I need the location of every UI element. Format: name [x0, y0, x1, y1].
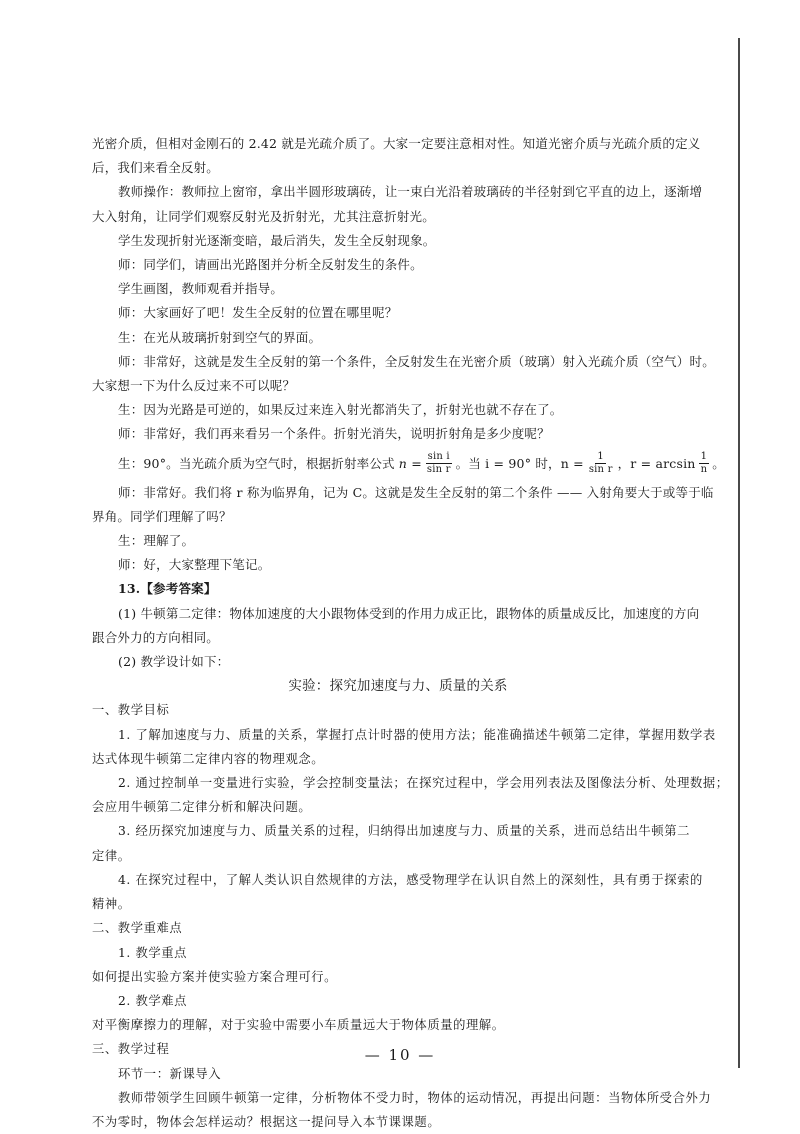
section-heading: 二、教学重难点 [92, 921, 183, 936]
text-line: 不为零时，物体会怎样运动？根据这一提问导入本节课课题。 [92, 1114, 441, 1129]
text-line: 学生画图，教师观看并指导。 [118, 281, 284, 297]
binding-edge-line [738, 38, 740, 1068]
formula-mid: 。当 i = 90° 时，n = [455, 455, 584, 471]
text-line: 3. 经历探究加速度与力、质量关系的过程，归纳得出加速度与力、质量的关系，进而总结出牛顿第二 [118, 824, 691, 839]
formula-prefix: 生：90°。当光疏介质为空气时，根据折射率公式 [118, 455, 395, 471]
formula-end: 。 [712, 455, 725, 471]
text-line: 师：大家画好了吧！发生全反射的位置在哪里呢？ [118, 305, 398, 321]
text-line: 教师操作：教师拉上窗帘，拿出半圆形玻璃砖，让一束白光沿着玻璃砖的半径射到它平直的边上，逐渐增 [118, 184, 703, 200]
lesson-plan [92, 698, 729, 1134]
text-line: 定律。 [92, 848, 131, 863]
section-heading: 三、教学过程 [92, 1042, 170, 1057]
fraction-numerator: 1 [700, 451, 708, 463]
text-line: 生：理解了。 [118, 533, 195, 549]
page-number: — 10 — [364, 1046, 436, 1064]
critical-fraction [587, 451, 615, 476]
text-line: 大入射角，让同学们观察反射光及折射光，尤其注意折射光。 [92, 208, 435, 224]
text-line: 对平衡摩擦力的理解，对于实验中需要小车质量远大于物体质量的理解。 [92, 1018, 505, 1033]
fraction-denominator: n [700, 464, 708, 476]
text-line: 2. 通过控制单一变量进行实验，学会控制变量法；在探究过程中，学会用列表法及图像法分析、处理数据； [118, 776, 729, 791]
text-line: 师：非常好，这就是发生全反射的第一个条件，全反射发生在光密介质（玻璃）射入光疏介质（空气）时。 [118, 353, 715, 369]
text-line: 师：非常好，我们再来看另一个条件。折射光消失，说明折射角是多少度呢？ [118, 426, 550, 442]
text-line: 教师带领学生回顾牛顿第一定律，分析物体不受力时，物体的运动情况，再提出问题：当物体所受合外力 [118, 1090, 712, 1105]
answer-heading: 13.【参考答案】 [118, 581, 217, 597]
fraction-numerator: sin i [427, 451, 450, 463]
fraction-denominator: sin r [588, 464, 613, 476]
text-line: 学生发现折射光逐渐变暗，最后消失，发生全反射现象。 [118, 232, 436, 248]
text-line: 会应用牛顿第二定律分析和解决问题。 [92, 800, 312, 815]
fraction-numerator: 1 [597, 451, 604, 463]
text-line: 1. 了解加速度与力、质量的关系，掌握打点计时器的使用方法；能准确描述牛顿第二定律，掌握用数学表 [118, 727, 716, 742]
text-line: 师：非常好。我们将 r 称为临界角，记为 C。这就是发生全反射的第二个条件 —— 入射角要大于或等于临 [118, 484, 714, 500]
text-line: 跟合外力的方向相同。 [92, 629, 220, 645]
formula-r-eq: ，r = arcsin [617, 455, 696, 471]
formula-n-eq: n = [398, 455, 422, 471]
subsection-heading: 2. 教学难点 [118, 993, 188, 1008]
refraction-index-fraction [425, 451, 453, 476]
subsection-heading: 1. 教学重点 [118, 945, 188, 960]
arcsin-fraction [699, 451, 710, 476]
text-line: 大家想一下为什么反过来不可以呢？ [92, 378, 296, 394]
text-line: 生：因为光路是可逆的，如果反过来连入射光都消失了，折射光也就不存在了。 [118, 402, 563, 418]
text-line: (1) 牛顿第二定律：物体加速度的大小跟物体受到的作用力成正比，跟物体的质量成反比，加速度的方向 [118, 605, 700, 621]
text-line: 如何提出实验方案并使实验方案合理可行。 [92, 969, 338, 984]
page-body [92, 132, 729, 1134]
text-line: 光密介质，但相对金刚石的 2.42 就是光疏介质了。大家一定要注意相对性。知道光密介质与光疏介质的定义 [92, 136, 701, 151]
text-line: 后，我们来看全反射。 [92, 160, 220, 176]
text-line: 生：在光从玻璃折射到空气的界面。 [118, 329, 322, 345]
text-line: 4. 在探究过程中，了解人类认识自然规律的方法，感受物理学在认识自然上的深刻性，具有勇于探索的 [118, 872, 703, 887]
section-heading: 一、教学目标 [92, 703, 170, 718]
text-line: 精神。 [92, 897, 131, 912]
formula-line [92, 447, 725, 481]
text-line: (2) 教学设计如下： [118, 654, 230, 670]
text-line: 师：好，大家整理下笔记。 [118, 557, 271, 573]
text-line: 界角。同学们理解了吗？ [92, 508, 232, 524]
lesson-title: 实验：探究加速度与力、质量的关系 [288, 678, 508, 695]
text-line: 师：同学们，请画出光路图并分析全反射发生的条件。 [118, 257, 423, 273]
text-line: 达式体现牛顿第二定律内容的物理观念。 [92, 751, 325, 766]
fraction-denominator: sin r [426, 464, 451, 476]
subsection-heading: 环节一：新课导入 [118, 1066, 222, 1081]
